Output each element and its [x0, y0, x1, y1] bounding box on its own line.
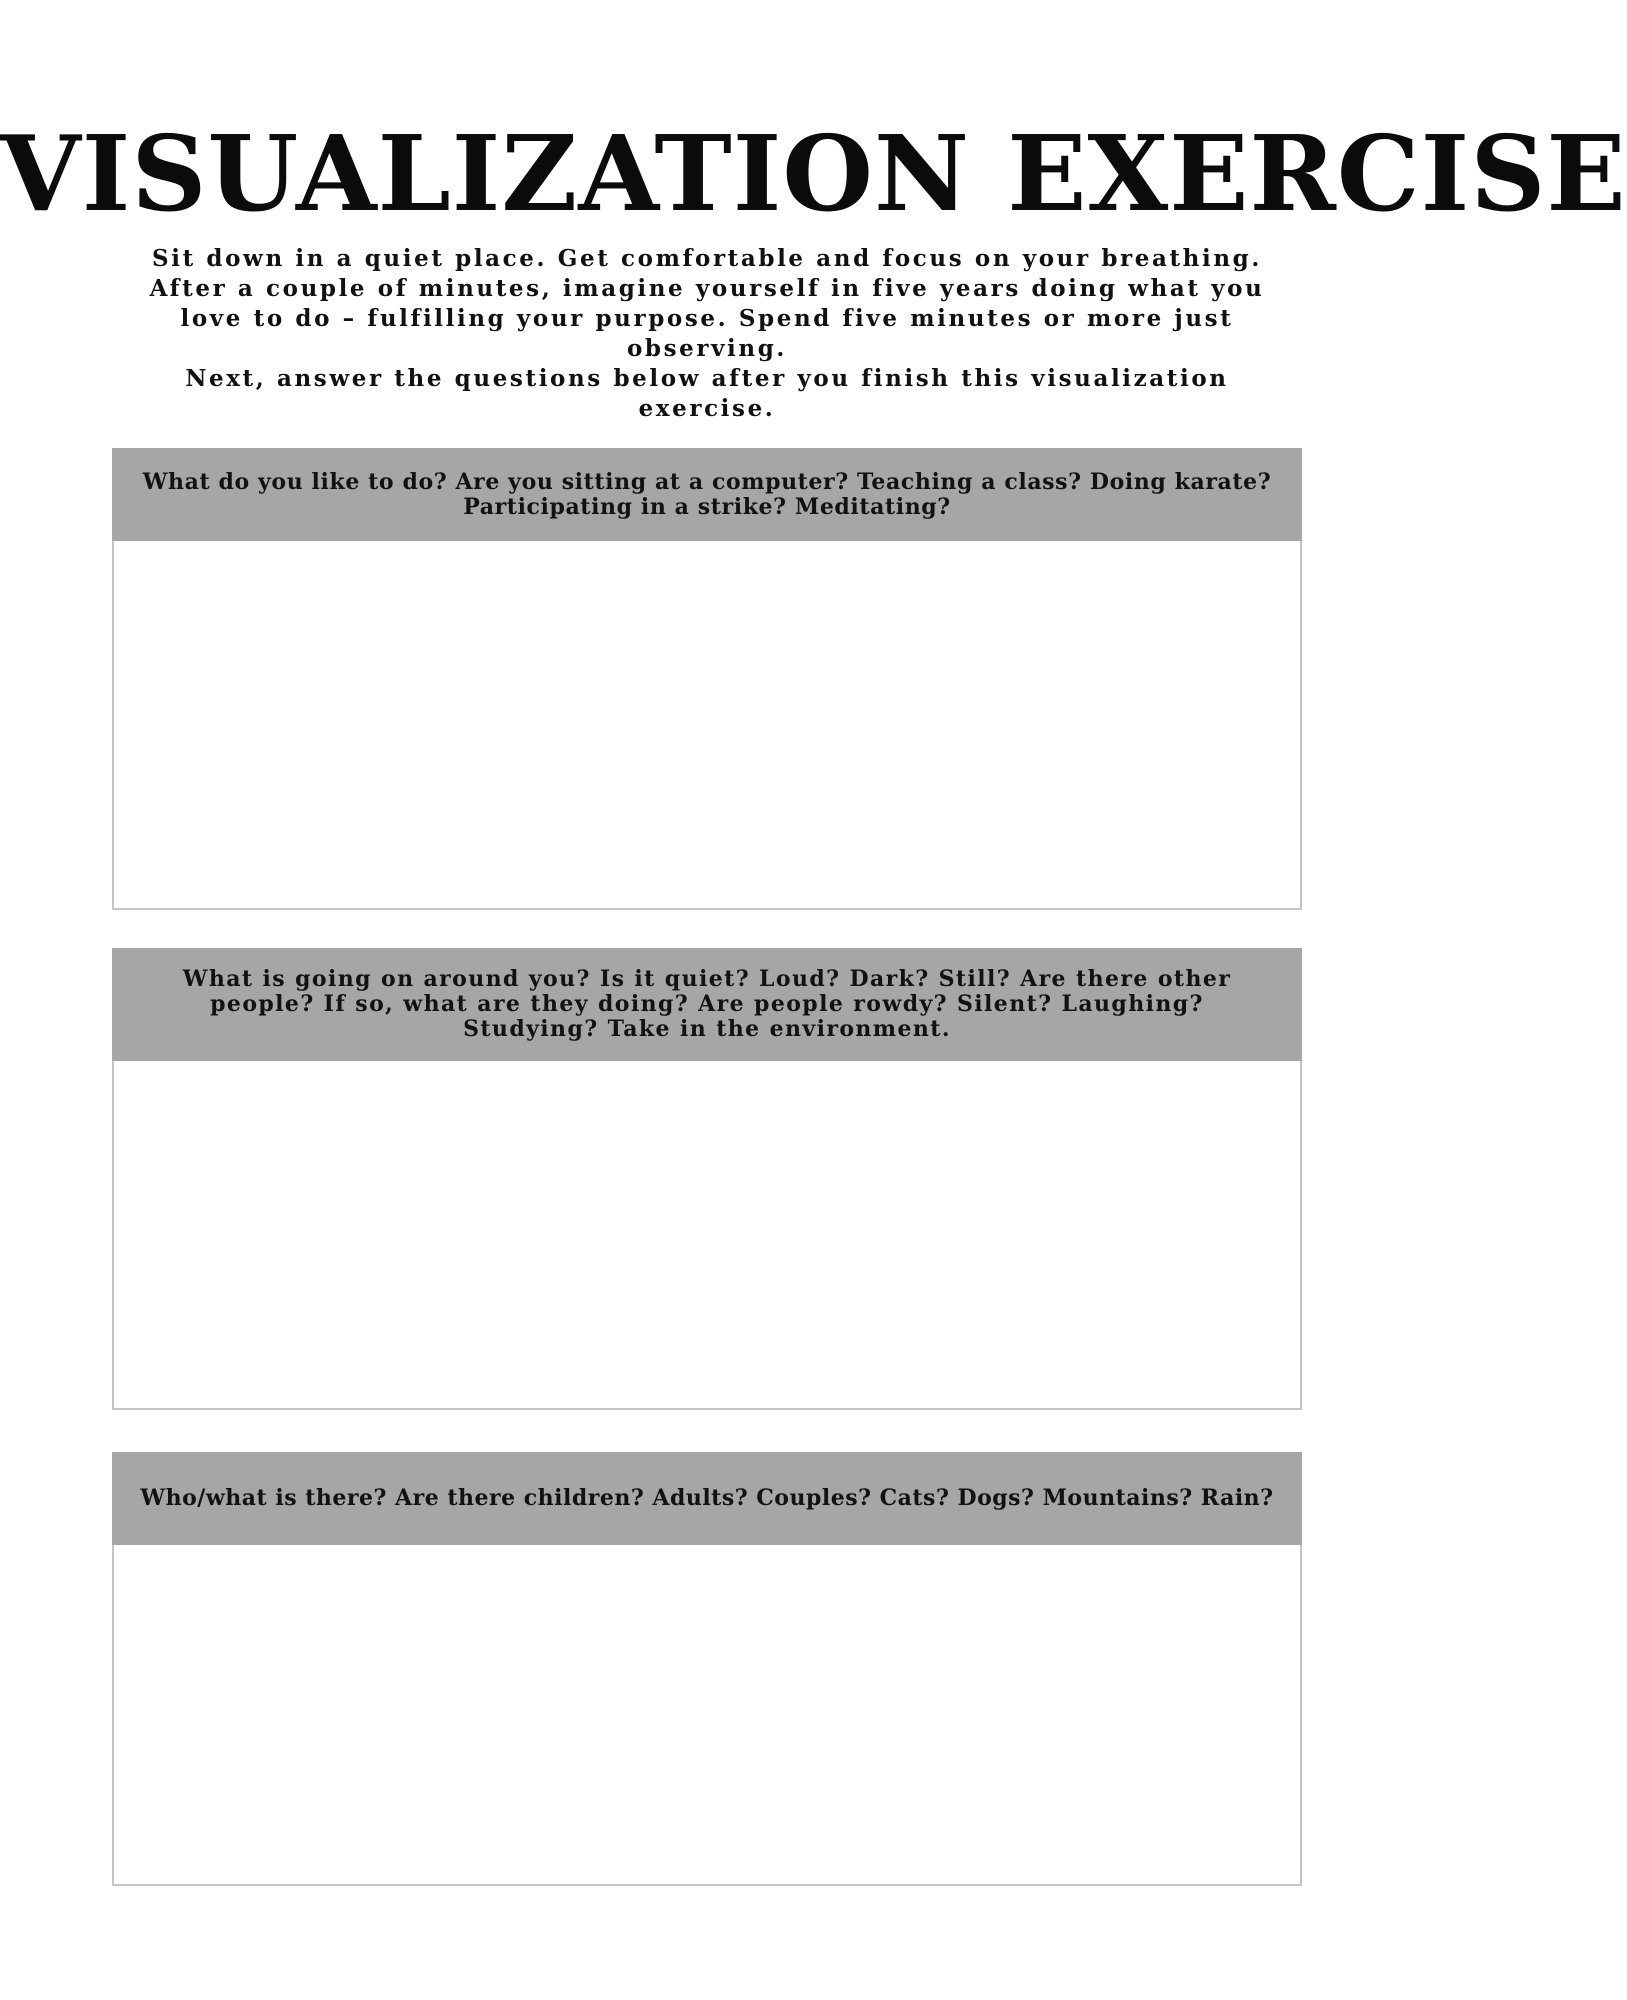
- intro-paragraph-1: Sit down in a quiet place. Get comfortable and focus on your breathing. After a couple of minutes, imagine yourself in five years doing what you love to do – fulfilling your purpose. Spend five minutes or more just observing.: [149, 245, 1265, 362]
- answer-field-1[interactable]: [114, 541, 1300, 906]
- question-header-1: [112, 448, 1302, 541]
- question-prompt-1: What do you like to do? Are you sitting at a computer? Teaching a class? Doing karate? Participating in a strike? Meditating?: [142, 468, 1272, 520]
- question-header-3: [112, 1452, 1302, 1545]
- answer-field-2[interactable]: [114, 1061, 1300, 1406]
- page-title: VISUALIZATION EXERCISE: [0, 112, 1627, 235]
- question-block-2: [112, 948, 1302, 1410]
- intro-paragraph-2: Next, answer the questions below after you finish this visualization exercise.: [185, 365, 1229, 422]
- question-block-3: [112, 1452, 1302, 1886]
- intro-instructions: [120, 244, 1294, 424]
- question-prompt-2: What is going on around you? Is it quiet? Loud? Dark? Still? Are there other people? If so, what are they doing? Are people rowdy? Silent? Laughing? Studying? Take in the environment.: [182, 966, 1232, 1042]
- question-header-2: [112, 948, 1302, 1061]
- answer-field-3[interactable]: [114, 1545, 1300, 1882]
- question-block-1: [112, 448, 1302, 910]
- question-prompt-3: Who/what is there? Are there children? Adults? Couples? Cats? Dogs? Mountains? Rain?: [140, 1485, 1274, 1511]
